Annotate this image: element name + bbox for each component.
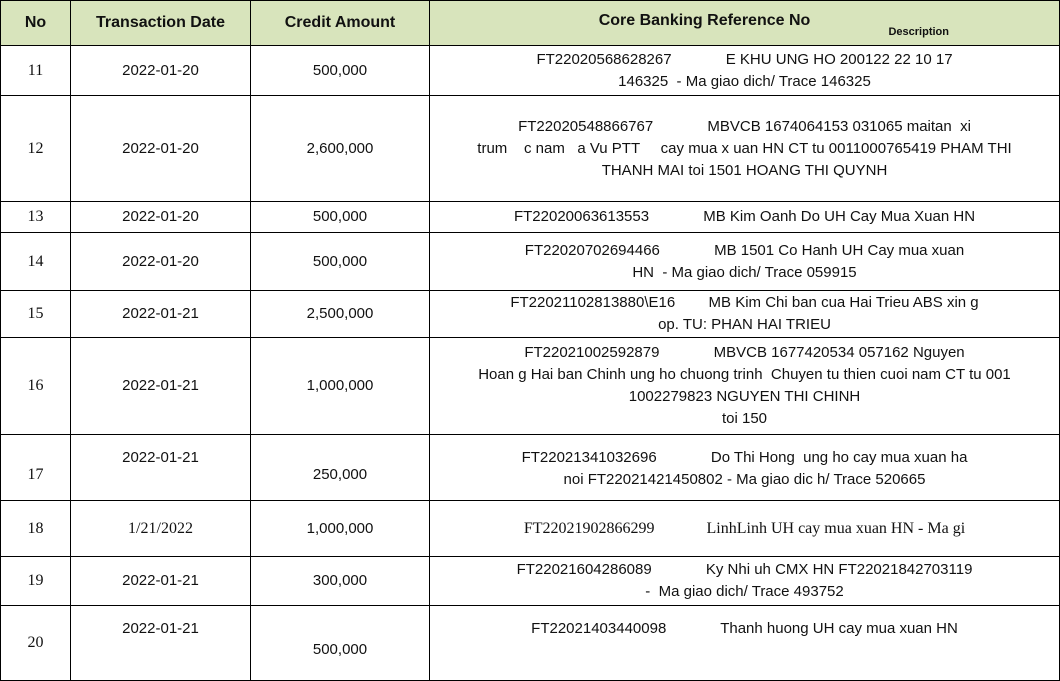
cell-date: 2022-01-21 — [71, 291, 251, 338]
table-row — [1, 96, 1060, 202]
cell-reference: FT22020568628267 E KHU UNG HO 200122 22 10 17 146325 - Ma giao dich/ Trace 146325 — [430, 46, 1060, 96]
cell-reference: FT22021604286089 Ky Nhi uh CMX HN FT22021842703119 - Ma giao dich/ Trace 493752 — [430, 557, 1060, 606]
header-no: No — [1, 1, 71, 46]
header-transaction-date: Transaction Date — [71, 1, 251, 46]
header-reference-label: Core Banking Reference No — [598, 12, 811, 29]
cell-reference: FT22021341032696 Do Thi Hong ung ho cay mua xuan ha noi FT22021421450802 - Ma giao dic h/ Trace 520665 — [430, 435, 1060, 501]
cell-no: 18 — [1, 501, 71, 557]
cell-reference: FT22021102813880\E16 MB Kim Chi ban cua Hai Trieu ABS xin g op. TU: PHAN HAI TRIEU — [430, 291, 1060, 338]
cell-no: 15 — [1, 291, 71, 338]
cell-date: 2022-01-21 — [71, 338, 251, 435]
table-row — [1, 606, 1060, 681]
cell-no: 14 — [1, 233, 71, 291]
cell-amount: 300,000 — [251, 557, 430, 606]
cell-reference: FT22020702694466 MB 1501 Co Hanh UH Cay mua xuan HN - Ma giao dich/ Trace 059915 — [430, 233, 1060, 291]
cell-amount: 500,000 — [251, 606, 430, 681]
cell-date: 2022-01-21 — [71, 557, 251, 606]
cell-reference: FT22021403440098 Thanh huong UH cay mua xuan HN — [430, 606, 1060, 681]
cell-date: 2022-01-21 — [71, 606, 251, 681]
cell-amount: 1,000,000 — [251, 338, 430, 435]
cell-amount: 500,000 — [251, 233, 430, 291]
cell-reference: FT22021002592879 MBVCB 1677420534 057162 Nguyen Hoan g Hai ban Chinh ung ho chuong trinh Chuyen tu thien cuoi nam CT tu 001 1002279823 NGUYEN THI CHINH toi 150 — [430, 338, 1060, 435]
cell-amount: 500,000 — [251, 202, 430, 233]
cell-no: 12 — [1, 96, 71, 202]
cell-no: 19 — [1, 557, 71, 606]
cell-date: 1/21/2022 — [71, 501, 251, 557]
cell-amount: 2,500,000 — [251, 291, 430, 338]
header-description-label: Description — [888, 26, 949, 38]
table-row — [1, 46, 1060, 96]
cell-amount: 2,600,000 — [251, 96, 430, 202]
cell-date: 2022-01-20 — [71, 202, 251, 233]
header-row — [1, 1, 1060, 46]
cell-no: 11 — [1, 46, 71, 96]
table-row — [1, 557, 1060, 606]
header-credit-amount: Credit Amount — [251, 1, 430, 46]
cell-no: 13 — [1, 202, 71, 233]
cell-amount: 1,000,000 — [251, 501, 430, 557]
table-row — [1, 435, 1060, 501]
cell-reference: FT22020548866767 MBVCB 1674064153 031065 maitan xi trum c nam a Vu PTT cay mua x uan HN CT tu 0011000765419 PHAM THI THANH MAI toi 1501 HOANG THI QUYNH — [430, 96, 1060, 202]
table-row — [1, 338, 1060, 435]
table-row — [1, 501, 1060, 557]
table-row — [1, 233, 1060, 291]
cell-no: 20 — [1, 606, 71, 681]
cell-date: 2022-01-20 — [71, 96, 251, 202]
cell-date: 2022-01-20 — [71, 46, 251, 96]
cell-amount: 500,000 — [251, 46, 430, 96]
table-row — [1, 202, 1060, 233]
cell-no: 16 — [1, 338, 71, 435]
cell-reference: FT22021902866299 LinhLinh UH cay mua xuan HN - Ma gi — [430, 501, 1060, 557]
header-reference — [430, 1, 1060, 46]
cell-date: 2022-01-21 — [71, 435, 251, 501]
cell-reference: FT22020063613553 MB Kim Oanh Do UH Cay Mua Xuan HN — [430, 202, 1060, 233]
table-row — [1, 291, 1060, 338]
cell-amount: 250,000 — [251, 435, 430, 501]
cell-no: 17 — [1, 435, 71, 501]
cell-date: 2022-01-20 — [71, 233, 251, 291]
